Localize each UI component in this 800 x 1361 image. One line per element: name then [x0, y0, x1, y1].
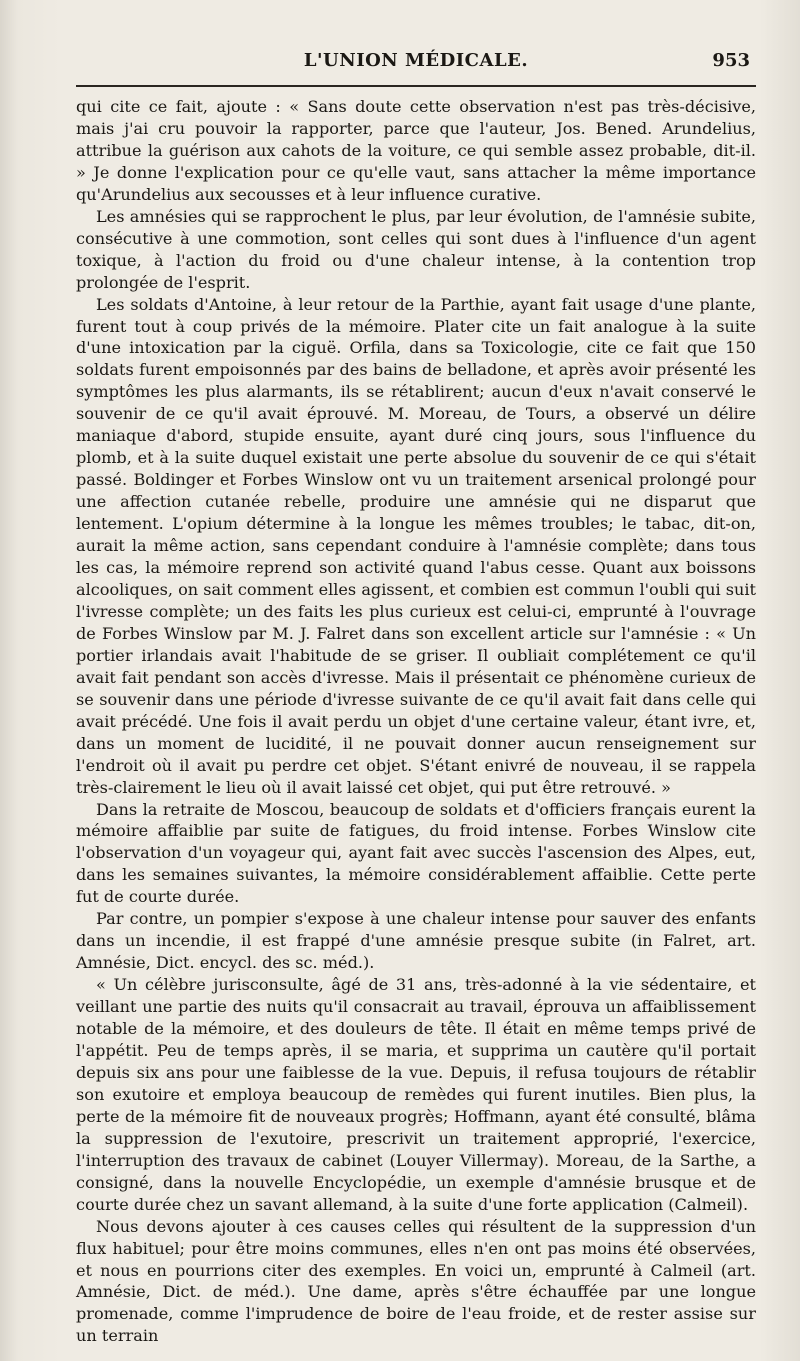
paragraph: Les soldats d'Antoine, à leur retour de la Parthie, ayant fait usage d'une plante, furent tout à coup privés de la mémoire. Plater cite un fait analogue à la suite d'une intoxication par la ciguë. Orfila, dans sa Toxicologie, cite ce fait que 150 soldats furent empoisonnés par des bains de belladone, et après avoir présenté les symptômes les plus alarmants, ils se rétablirent; aucun d'eux n'avait conservé le souvenir de ce qu'il avait éprouvé. M. Moreau, de Tours, a observé un délire maniaque d'abord, stupide ensuite, ayant duré cinq jours, sous l'influence du plomb, et à la suite duquel existait une perte absolue du souvenir de ce qui s'était passé. Boldinger et Forbes Winslow ont vu un traitement arsenical prolongé pour une affection cutanée rebelle, produire une amnésie qui ne disparut que lentement. L'opium détermine à la longue les mêmes troubles; le tabac, dit-on, aurait la même action, sans cependant conduire à l'amnésie complète; dans tous les cas, la mémoire reprend son activité quand l'abus cesse. Quant aux boissons alcooliques, on sait comment elles agissent, et combien est commun l'oubli qui suit l'ivresse complète; un des faits les plus curieux est celui-ci, emprunté à l'ouvrage de Forbes Winslow par M. J. Falret dans son excellent article sur l'amnésie : « Un portier irlandais avait l'habitude de se griser. Il oubliait complétement ce qu'il avait fait pendant son accès d'ivresse. Mais il présentait ce phénomène curieux de se souvenir dans une période d'ivresse suivante de ce qu'il avait fait dans celle qui avait précédé. Une fois il avait perdu un objet d'une certaine valeur, étant ivre, et, dans un moment de lucidité, il ne pouvait donner aucun renseignement sur l'endroit où il avait pu perdre cet objet. S'étant enivré de nouveau, il se rappela très-clairement le lieu où il avait laissé cet objet, qui put être retrouvé. »	[76, 294, 756, 797]
paragraph: Par contre, un pompier s'expose à une chaleur intense pour sauver des enfants dans un incendie, il est frappé d'une amnésie presque subite (in Falret, art. Amnésie, Dict. encycl. des sc. méd.).	[76, 909, 756, 973]
paragraph: Nous devons ajouter à ces causes celles qui résultent de la suppression d'un flux habituel; pour être moins communes, elles n'en ont pas moins été observées, et nous en pourrions citer des exemples. En voici un, emprunté à Calmeil (art. Amnésie, Dict. de méd.). Une dame, après s'être échauffée par une longue promenade, comme l'imprudence de boire de l'eau froide, et de rester assise sur un terrain	[76, 1216, 756, 1346]
body-text	[76, 96, 756, 1347]
running-header	[76, 50, 756, 76]
header-rule	[76, 85, 756, 87]
paragraph: Les amnésies qui se rapprochent le plus, par leur évolution, de l'amnésie subite, consécutive à une commotion, sont celles qui sont dues à l'influence d'un agent toxique, à l'action du froid ou d'une chaleur intense, à la contention trop prolongée de l'esprit.	[76, 206, 756, 292]
paragraph: « Un célèbre jurisconsulte, âgé de 31 ans, très-adonné à la vie sédentaire, et veillant une partie des nuits qu'il consacrait au travail, éprouva un affaiblissement notable de la mémoire, et des douleurs de tête. Il était en même temps privé de l'appétit. Peu de temps après, il se maria, et supprima un cautère qu'il portait depuis six ans pour une faiblesse de la vue. Depuis, il refusa toujours de rétablir son exutoire et employa beaucoup de remèdes qui furent inutiles. Bien plus, la perte de la mémoire fit de nouveaux progrès; Hoffmann, ayant été consulté, blâma la suppression de l'exutoire, prescrivit un traitement approprié, l'exercice, l'interruption des travaux de cabinet (Louyer Villermay). Moreau, de la Sarthe, a consigné, dans la nouvelle Encyclopédie, un exemple d'amnésie brusque et de courte durée chez un savant allemand, à la suite d'une forte application (Calmeil).	[76, 975, 756, 1214]
journal-title: L'UNION MÉDICALE.	[303, 50, 529, 71]
paragraph: qui cite ce fait, ajoute : « Sans doute cette observation n'est pas très-décisive, mais j'ai cru pouvoir la rapporter, parce que l'auteur, Jos. Bened. Arundelius, attribue la guérison aux cahots de la voiture, ce qui semble assez probable, dit-il. » Je donne l'explication pour ce qu'elle vaut, sans attacher la même importance qu'Arundelius aux secousses et à leur influence curative.	[76, 97, 756, 204]
paragraph: Dans la retraite de Moscou, beaucoup de soldats et d'officiers français eurent la mémoire affaiblie par suite de fatigues, du froid intense. Forbes Winslow cite l'observation d'un voyageur qui, ayant fait avec succès l'ascension des Alpes, eut, dans les semaines suivantes, la mémoire considérablement affaiblie. Cette perte fut de courte durée.	[76, 799, 756, 907]
page-number: 953	[712, 50, 750, 71]
